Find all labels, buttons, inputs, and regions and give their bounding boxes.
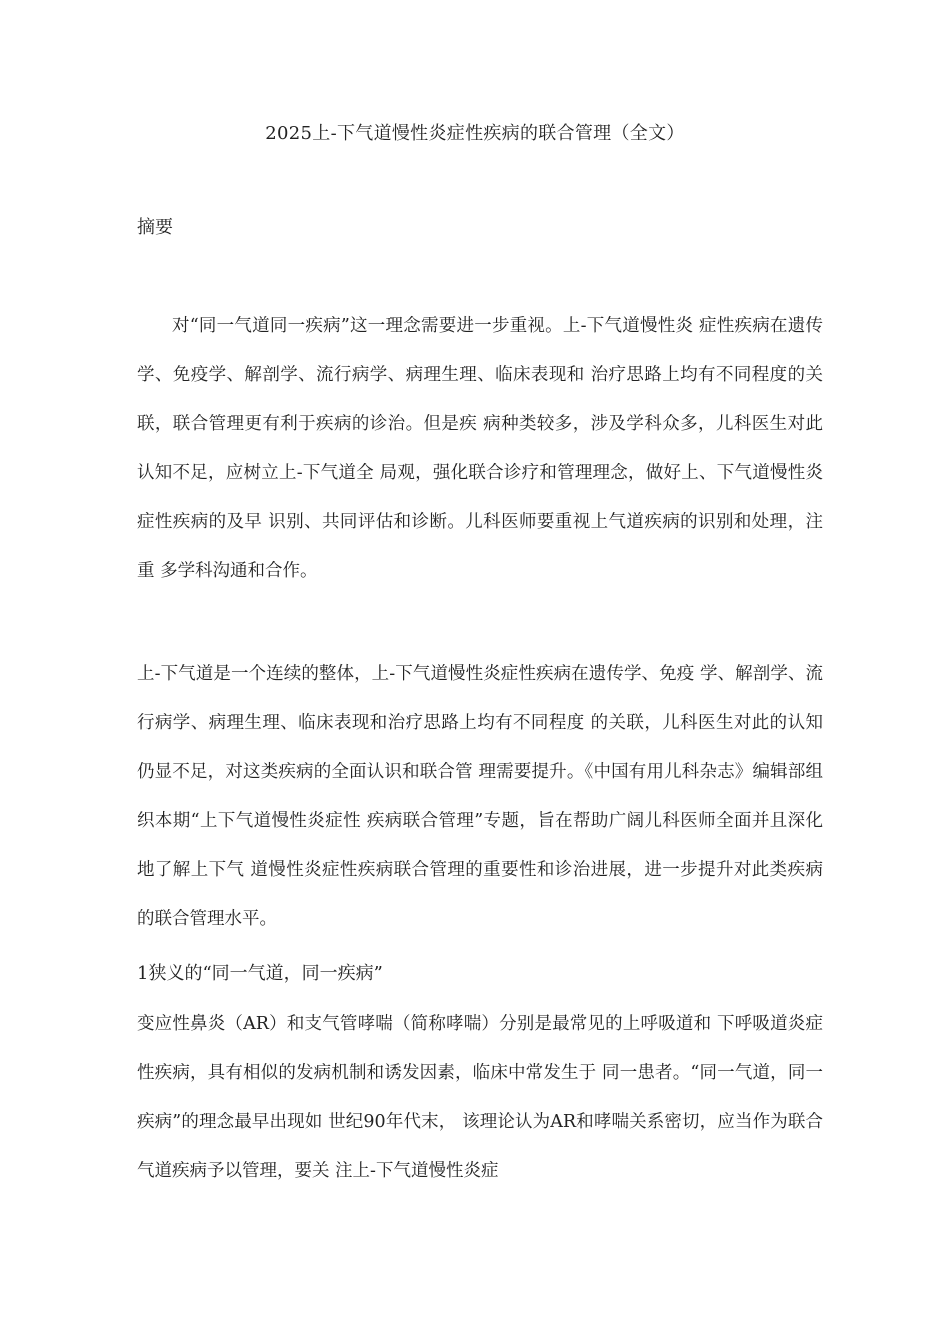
section-1-paragraph: 变应性鼻炎（AR）和支气管哮喘（简称哮喘）分别是最常见的上呼吸道和 下呼吸道炎症性疾病，具有相似的发病机制和诱发因素，临床中常发生于 同一患者。“同一气道，同一疾病”的理念最早出现如 世纪90年代末， 该理论认为AR和哮喘关系密切，应当作为联合气道疾病予以管理，要关 注上-下气道慢性炎症 [137, 1014, 823, 1181]
document-title: 2025上-下气道慢性炎症性疾病的联合管理（全文） [265, 123, 685, 144]
intro-paragraph: 上-下气道是一个连续的整体，上-下气道慢性炎症性疾病在遗传学、免疫 学、解剖学、流行病学、病理生理、临床表现和治疗思路上均有不同程度 的关联，儿科医生对此的认知仍显不足，对这类疾病的全面认识和联合管 理需要提升。《中国有用儿科杂志》编辑部组织本期“上下气道慢性炎症性 疾病联合管理”专题，旨在帮助广阔儿科医师全面并且深化地了解上下气 道慢性炎症性疾病联合管理的重要性和诊治进展，进一步提升对此类疾病 的联合管理水平。 [137, 664, 823, 929]
abstract-paragraph: 对“同一气道同一疾病”这一理念需要进一步重视。上-下气道慢性炎 症性疾病在遗传学、免疫学、解剖学、流行病学、病理生理、临床表现和 治疗思路上均有不同程度的关联，联合管理更有利于疾病的诊治。但是疾 病种类较多，涉及学科众多，儿科医生对此认知不足，应树立上-下气道全 局观，强化联合诊疗和管理理念，做好上、下气道慢性炎症性疾病的及早 识别、共同评估和诊断。儿科医师要重视上气道疾病的识别和处理，注重 多学科沟通和合作。 [137, 316, 823, 581]
section-1-heading: 1狭义的“同一气道，同一疾病” [137, 963, 383, 984]
abstract-heading: 摘要 [137, 217, 173, 238]
